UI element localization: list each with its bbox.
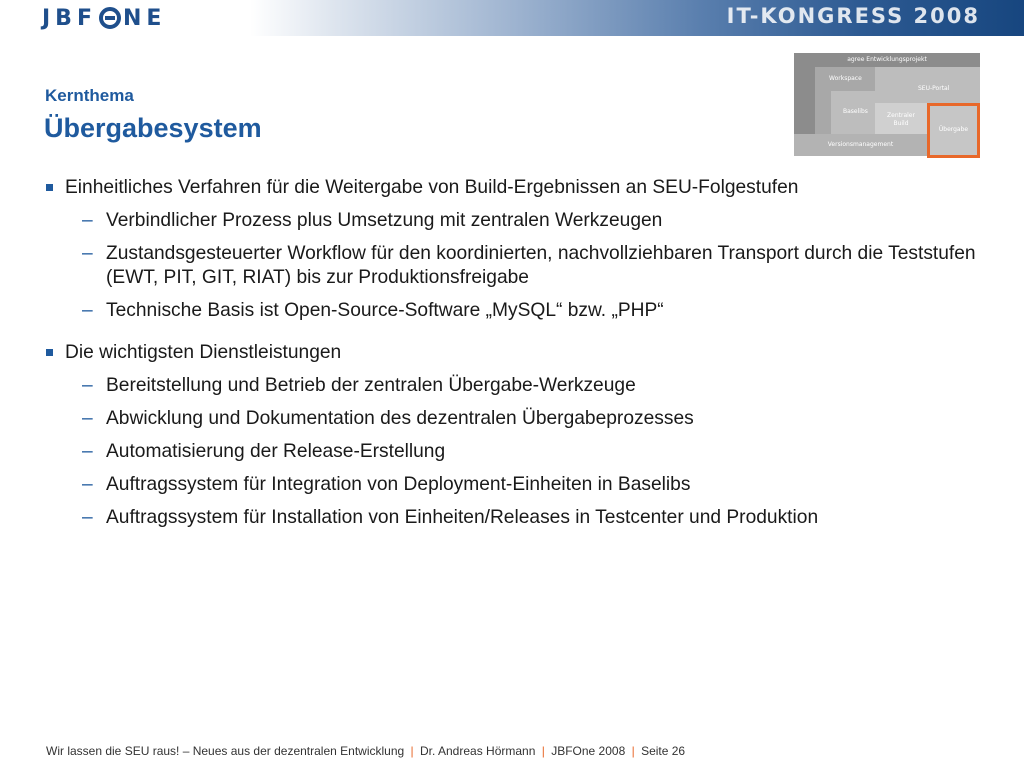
diagram-build-label: Build	[893, 120, 909, 127]
bullet-group	[44, 341, 984, 530]
footer-separator: |	[631, 744, 635, 758]
sub-item-text: Technische Basis ist Open-Source-Software „MySQL“ bzw. „PHP“	[106, 300, 664, 321]
footer-separator: |	[410, 744, 414, 758]
architecture-diagram	[794, 53, 982, 159]
bullet-content	[44, 176, 984, 548]
logo-text-right: NE	[122, 5, 167, 31]
diagram-versionsmanagement: Versionsmanagement	[794, 134, 927, 156]
diagram-workspace-label: Workspace	[829, 75, 862, 82]
slide-subtitle: Kernthema	[45, 86, 134, 105]
sub-item	[44, 407, 984, 431]
diagram-baselibs-label: Baselibs	[843, 108, 868, 115]
diagram-uebergabe-highlight	[927, 103, 980, 158]
sub-item	[44, 209, 984, 233]
bullet-item: Die wichtigsten Dienstleistungen	[44, 341, 984, 365]
footer-speaker: Dr. Andreas Hörmann	[420, 744, 536, 758]
dash-marker: –	[82, 243, 93, 264]
sub-item	[44, 440, 984, 464]
logo-text-left: JBF	[42, 5, 97, 31]
sub-item-text: Automatisierung der Release-Erstellung	[106, 441, 446, 462]
footer-talk-title: Wir lassen die SEU raus! – Neues aus der dezentralen Entwicklung	[46, 744, 405, 758]
event-title: IT-KONGRESS 2008	[726, 4, 980, 28]
slide-title: Übergabesystem	[44, 113, 262, 143]
bullet-item: Einheitliches Verfahren für die Weitergabe von Build-Ergebnissen an SEU-Folgestufen	[44, 176, 984, 200]
sub-item	[44, 242, 984, 290]
dash-marker: –	[82, 408, 93, 429]
dash-marker: –	[82, 300, 93, 321]
sub-item-text: Zustandsgesteuerter Workflow für den koordinierten, nachvollziehbaren Transport durch die Teststufen (EWT, PIT, GIT, RIAT) bis zur Produktionsfreigabe	[106, 243, 976, 288]
dash-marker: –	[82, 210, 93, 231]
sub-item-text: Verbindlicher Prozess plus Umsetzung mit zentralen Werkzeugen	[106, 210, 663, 231]
diagram-entwicklungsprojekt: agree Entwicklungsprojekt	[794, 53, 980, 67]
footer-separator: |	[541, 744, 545, 758]
logo-o-icon	[99, 7, 121, 29]
dash-marker: –	[82, 507, 93, 528]
footer-page-number: Seite 26	[641, 744, 686, 758]
sub-item-text: Bereitstellung und Betrieb der zentralen Übergabe-Werkzeuge	[106, 375, 636, 396]
sub-item-text: Auftragssystem für Integration von Deployment-Einheiten in Baselibs	[106, 474, 691, 495]
sub-item-text: Auftragssystem für Installation von Einheiten/Releases in Testcenter und Produktion	[106, 507, 819, 528]
diagram-seu-portal-label: SEU-Portal	[918, 85, 950, 92]
diagram-seu-portal	[875, 67, 980, 103]
jbfone-logo	[42, 4, 166, 32]
diagram-baselibs	[831, 91, 875, 134]
header-band	[0, 0, 1024, 36]
sub-item	[44, 506, 984, 530]
sub-item	[44, 374, 984, 398]
diagram-uebergabe-label: Übergabe	[938, 126, 969, 133]
sub-item-text: Abwicklung und Dokumentation des dezentralen Übergabeprozesses	[106, 408, 694, 429]
slide-footer	[46, 744, 685, 758]
diagram-zentraler-label: Zentraler	[887, 112, 915, 119]
sub-item	[44, 473, 984, 497]
diagram-left-column	[794, 67, 815, 134]
dash-marker: –	[82, 375, 93, 396]
dash-marker: –	[82, 474, 93, 495]
dash-marker: –	[82, 441, 93, 462]
bullet-group	[44, 176, 984, 323]
footer-event: JBFOne 2008	[551, 744, 626, 758]
sub-item	[44, 299, 984, 323]
diagram-zentraler-build	[875, 103, 927, 134]
